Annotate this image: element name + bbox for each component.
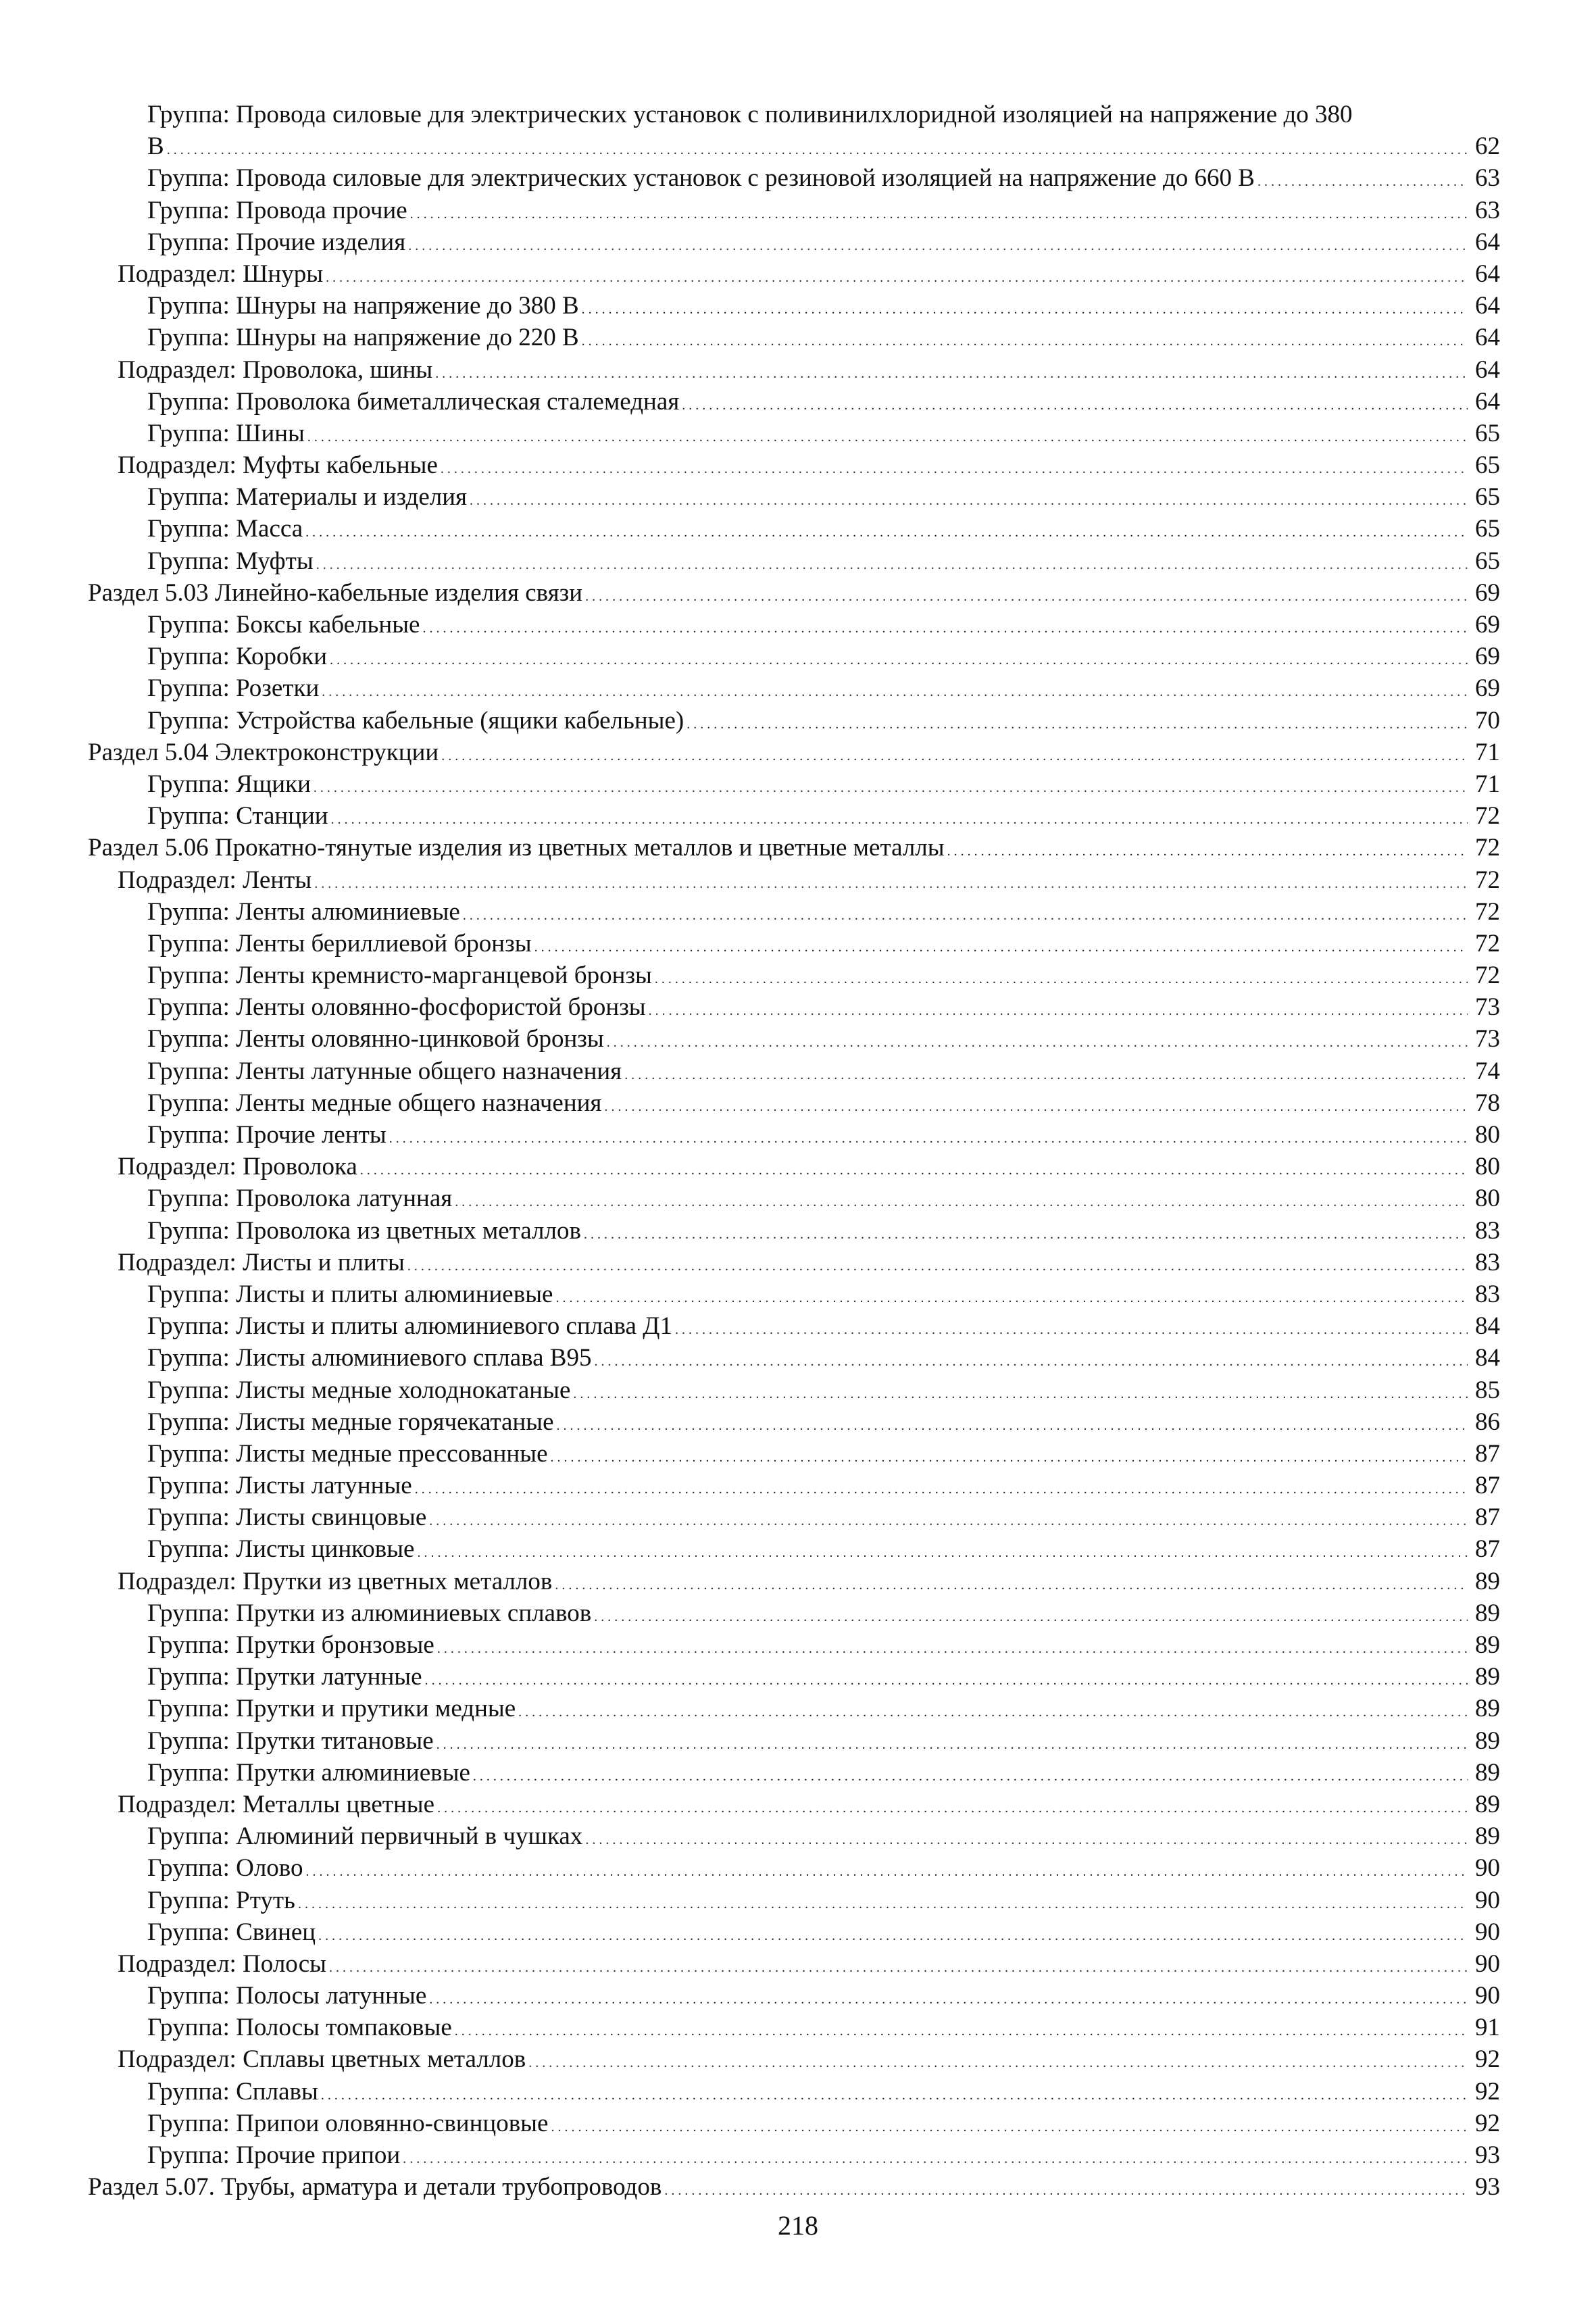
toc-entry-label: Группа: Листы свинцовые — [147, 1503, 427, 1532]
dot-leader — [167, 130, 1468, 166]
toc-entry-page: 89 — [1475, 1790, 1500, 1818]
toc-entry-label: Группа: Листы и плиты алюминиевого сплава Д1 — [147, 1312, 672, 1341]
toc-entry[interactable] — [88, 290, 1500, 322]
toc-entry-page: 72 — [1475, 929, 1500, 957]
toc-entry-label: Группа: Провода прочие — [147, 196, 407, 224]
toc-entry-page: 65 — [1475, 419, 1500, 447]
toc-entry-page: 89 — [1475, 1631, 1500, 1659]
table-of-contents — [88, 99, 1500, 2203]
toc-entry-page: 71 — [1475, 738, 1500, 766]
toc-entry-label: Группа: Ртуть — [147, 1886, 295, 1914]
toc-entry-label: Подраздел: Металлы цветные — [118, 1790, 435, 1818]
toc-entry[interactable] — [88, 513, 1500, 545]
toc-entry[interactable] — [88, 195, 1500, 226]
toc-entry-page: 89 — [1475, 1822, 1500, 1851]
toc-entry[interactable] — [88, 1183, 1500, 1214]
toc-entry-page: 73 — [1475, 993, 1500, 1022]
toc-entry[interactable] — [88, 896, 1500, 928]
toc-entry[interactable] — [88, 1087, 1500, 1119]
dot-leader — [305, 513, 1468, 549]
dot-leader — [437, 1629, 1468, 1665]
dot-leader — [441, 737, 1468, 772]
toc-entry-page: 83 — [1475, 1248, 1500, 1276]
toc-entry-page: 90 — [1475, 1982, 1500, 2010]
toc-entry-label: Группа: Ленты кремнисто-марганцевой бронзы — [147, 962, 652, 990]
dot-leader — [664, 2171, 1468, 2207]
toc-entry-page: 64 — [1475, 387, 1500, 416]
toc-entry-page: 72 — [1475, 962, 1500, 990]
toc-entry[interactable] — [88, 226, 1500, 258]
toc-entry-page: 92 — [1475, 2045, 1500, 2074]
toc-entry[interactable] — [88, 1470, 1500, 1501]
dot-leader — [298, 1885, 1468, 1920]
toc-entry-page: 87 — [1475, 1439, 1500, 1468]
toc-entry-label: Группа: Листы медные холоднокатаные — [147, 1376, 571, 1404]
dot-leader — [595, 1342, 1468, 1378]
toc-entry-page: 90 — [1475, 1918, 1500, 1946]
toc-entry[interactable] — [88, 2043, 1500, 2075]
toc-entry-label: Группа: Проволока из цветных металлов — [147, 1216, 581, 1245]
toc-entry[interactable] — [88, 991, 1500, 1023]
toc-entry-page: 78 — [1475, 1089, 1500, 1117]
toc-entry-page: 87 — [1475, 1535, 1500, 1564]
dot-leader — [437, 1725, 1468, 1761]
toc-entry-label: Раздел 5.07. Трубы, арматура и детали трубопроводов — [88, 2173, 662, 2201]
toc-entry-label: Группа: Прутки латунные — [147, 1663, 422, 1691]
toc-entry-label: Группа: Ленты латунные общего назначения — [147, 1057, 622, 1085]
toc-entry-page: 69 — [1475, 611, 1500, 639]
toc-entry[interactable] — [88, 577, 1500, 609]
toc-entry[interactable] — [88, 928, 1500, 960]
toc-entry[interactable] — [88, 1757, 1500, 1789]
toc-entry-label: Группа: Масса — [147, 515, 303, 543]
dot-leader — [435, 354, 1468, 390]
toc-entry[interactable] — [88, 1406, 1500, 1438]
dot-leader — [455, 2012, 1468, 2047]
toc-entry[interactable] — [88, 1438, 1500, 1470]
dot-leader — [407, 1247, 1468, 1283]
dot-leader — [318, 1916, 1468, 1952]
dot-leader — [1257, 162, 1468, 198]
toc-entry[interactable] — [88, 737, 1500, 768]
dot-leader — [408, 226, 1468, 262]
dot-leader — [330, 641, 1468, 676]
dot-leader — [675, 1310, 1468, 1346]
toc-entry-page: 89 — [1475, 1758, 1500, 1787]
dot-leader — [473, 1757, 1468, 1793]
toc-entry[interactable] — [88, 354, 1500, 386]
dot-leader — [582, 322, 1468, 357]
toc-entry[interactable] — [88, 258, 1500, 290]
toc-entry[interactable] — [88, 418, 1500, 449]
toc-entry[interactable] — [88, 641, 1500, 672]
toc-entry-page: 69 — [1475, 674, 1500, 703]
toc-entry-label: Группа: Устройства кабельные (ящики кабельные) — [147, 706, 684, 735]
toc-entry-page: 92 — [1475, 2109, 1500, 2137]
toc-entry-label: Группа: Полосы латунные — [147, 1982, 427, 2010]
page-number: 218 — [778, 2210, 818, 2241]
toc-entry-page: 80 — [1475, 1185, 1500, 1213]
toc-entry-label: Подраздел: Прутки из цветных металлов — [118, 1567, 553, 1595]
dot-leader — [555, 1566, 1468, 1601]
toc-entry-page: 73 — [1475, 1025, 1500, 1053]
dot-leader — [604, 1087, 1468, 1123]
toc-entry[interactable] — [88, 1916, 1500, 1948]
toc-entry-label: Подраздел: Сплавы цветных металлов — [118, 2045, 526, 2074]
toc-entry-page: 83 — [1475, 1280, 1500, 1308]
dot-leader — [306, 1852, 1468, 1888]
toc-entry-label: Группа: Провода силовые для электрических установок с резиновой изоляцией на напряжение до 660 В — [147, 164, 1255, 193]
toc-entry[interactable] — [88, 1693, 1500, 1724]
toc-entry[interactable] — [88, 545, 1500, 577]
toc-entry[interactable] — [88, 2012, 1500, 2043]
toc-entry[interactable] — [88, 705, 1500, 737]
toc-entry-page: 64 — [1475, 324, 1500, 352]
toc-entry[interactable] — [88, 1789, 1500, 1820]
toc-entry[interactable] — [88, 864, 1500, 896]
toc-entry-label: Группа: Прочие припои — [147, 2141, 401, 2169]
dot-leader — [329, 1948, 1468, 1984]
toc-entry-page: 69 — [1475, 643, 1500, 671]
dot-leader — [947, 832, 1468, 868]
toc-entry-page: 65 — [1475, 451, 1500, 480]
toc-entry-label: Группа: Боксы кабельные — [147, 611, 420, 639]
toc-entry[interactable] — [88, 1980, 1500, 2012]
toc-entry[interactable] — [88, 130, 1500, 162]
toc-entry-label: Группа: Ленты оловянно-цинковой бронзы — [147, 1025, 604, 1053]
dot-leader — [463, 896, 1468, 932]
toc-entry-page: 70 — [1475, 706, 1500, 735]
toc-entry-page: 72 — [1475, 834, 1500, 862]
toc-entry-label: Подраздел: Листы и плиты — [118, 1248, 405, 1276]
dot-leader — [307, 418, 1468, 453]
toc-entry-page: 90 — [1475, 1949, 1500, 1978]
toc-entry-page: 86 — [1475, 1408, 1500, 1436]
dot-leader — [403, 2139, 1468, 2175]
toc-entry[interactable] — [88, 2108, 1500, 2139]
dot-leader — [582, 290, 1468, 326]
toc-entry-label: Группа: Алюминий первичный в чушках — [147, 1822, 583, 1851]
toc-entry-page: 80 — [1475, 1121, 1500, 1149]
toc-entry[interactable] — [88, 800, 1500, 832]
dot-leader — [584, 1215, 1468, 1251]
toc-entry-page: 65 — [1475, 483, 1500, 512]
toc-entry-label: Раздел 5.03 Линейно-кабельные изделия связи — [88, 578, 583, 607]
toc-entry-page: 87 — [1475, 1503, 1500, 1532]
toc-entry-label: Подраздел: Полосы — [118, 1949, 326, 1978]
toc-entry[interactable] — [88, 1533, 1500, 1565]
toc-entry-page: 64 — [1475, 228, 1500, 256]
toc-entry[interactable] — [88, 322, 1500, 353]
dot-leader — [389, 1119, 1468, 1155]
toc-entry-page: 65 — [1475, 547, 1500, 575]
toc-entry-page: 91 — [1475, 2014, 1500, 2042]
toc-entry[interactable] — [88, 481, 1500, 513]
toc-entry[interactable] — [88, 1151, 1500, 1183]
dot-leader — [326, 258, 1468, 294]
toc-entry[interactable] — [88, 1885, 1500, 1916]
toc-entry-page: 63 — [1475, 196, 1500, 224]
toc-entry-page: 72 — [1475, 802, 1500, 830]
dot-leader — [422, 609, 1468, 645]
toc-entry-label: Группа: Коробки — [147, 643, 328, 671]
toc-entry-label: Группа: Прочие ленты — [147, 1121, 386, 1149]
toc-entry[interactable] — [88, 1820, 1500, 1852]
toc-entry-label: Группа: Муфты — [147, 547, 314, 575]
dot-leader — [470, 481, 1468, 517]
toc-entry-label: Группа: Розетки — [147, 674, 320, 703]
toc-entry-label: Группа: Ленты алюминиевые — [147, 897, 460, 926]
toc-entry-label: Группа: Листы латунные — [147, 1472, 412, 1500]
toc-entry[interactable] — [88, 768, 1500, 800]
toc-entry-page: 84 — [1475, 1344, 1500, 1372]
toc-entry[interactable] — [88, 1023, 1500, 1055]
toc-entry-label-line: Группа: Провода силовые для электрических установок с поливинилхлоридной изоляцией на напряжение до 380 — [147, 101, 1353, 128]
toc-entry-label: Группа: Листы медные прессованные — [147, 1439, 548, 1468]
toc-entry-page: 83 — [1475, 1216, 1500, 1245]
toc-entry-label: Группа: Проволока латунная — [147, 1185, 453, 1213]
toc-entry-page: 69 — [1475, 578, 1500, 607]
toc-entry-label: Группа: Листы медные горячекатаные — [147, 1408, 554, 1436]
toc-entry-page: 74 — [1475, 1057, 1500, 1085]
dot-leader — [415, 1470, 1468, 1505]
toc-entry[interactable] — [88, 449, 1500, 481]
toc-entry-page: 85 — [1475, 1376, 1500, 1404]
toc-entry-page: 72 — [1475, 897, 1500, 926]
dot-leader — [314, 864, 1468, 900]
toc-entry-label: Раздел 5.04 Электроконструкции — [88, 738, 439, 766]
dot-leader — [316, 545, 1468, 581]
toc-entry-label: В — [147, 132, 164, 161]
dot-leader — [322, 672, 1468, 708]
toc-entry-label: Группа: Листы цинковые — [147, 1535, 415, 1564]
toc-entry[interactable] — [88, 2139, 1500, 2171]
toc-entry-label: Подраздел: Ленты — [118, 866, 312, 894]
toc-entry-label: Группа: Прутки алюминиевые — [147, 1758, 470, 1787]
toc-entry-label: Группа: Прутки из алюминиевых сплавов — [147, 1599, 592, 1627]
dot-leader — [360, 1151, 1468, 1187]
toc-entry-label: Группа: Проволока биметаллическая сталемедная — [147, 387, 680, 416]
toc-entry-label: Группа: Листы и плиты алюминиевые — [147, 1280, 553, 1308]
dot-leader — [687, 705, 1468, 741]
toc-entry-label: Группа: Прочие изделия — [147, 228, 406, 256]
toc-entry-label: Группа: Ленты бериллиевой бронзы — [147, 929, 532, 957]
toc-entry-page: 90 — [1475, 1854, 1500, 1883]
dot-leader — [441, 449, 1468, 485]
toc-entry-label: Группа: Ленты медные общего назначения — [147, 1089, 602, 1117]
toc-entry[interactable] — [88, 1342, 1500, 1374]
toc-entry[interactable] — [88, 1852, 1500, 1884]
toc-entry[interactable] — [88, 2076, 1500, 2108]
toc-entry[interactable] — [88, 1247, 1500, 1278]
toc-entry-label: Группа: Шнуры на напряжение до 380 В — [147, 292, 579, 320]
dot-leader — [557, 1406, 1468, 1442]
toc-entry-label: Группа: Материалы и изделия — [147, 483, 468, 512]
toc-entry-label: Группа: Листы алюминиевого сплава В95 — [147, 1344, 592, 1372]
toc-entry-label: Группа: Шины — [147, 419, 305, 447]
toc-entry-page: 63 — [1475, 164, 1500, 193]
toc-entry[interactable] — [88, 1215, 1500, 1247]
dot-leader — [455, 1183, 1468, 1218]
dot-leader — [551, 2108, 1468, 2143]
dot-leader — [534, 928, 1468, 964]
toc-entry-label: Группа: Станции — [147, 802, 328, 830]
dot-leader — [429, 1501, 1468, 1537]
toc-entry[interactable] — [88, 1119, 1500, 1151]
toc-entry-page: 89 — [1475, 1695, 1500, 1723]
dot-leader — [573, 1374, 1468, 1410]
dot-leader — [649, 991, 1468, 1027]
toc-entry[interactable] — [88, 386, 1500, 418]
dot-leader — [682, 386, 1468, 422]
toc-entry[interactable] — [88, 1661, 1500, 1693]
toc-entry-page: 93 — [1475, 2173, 1500, 2201]
toc-entry-page: 90 — [1475, 1886, 1500, 1914]
toc-entry-page: 89 — [1475, 1599, 1500, 1627]
dot-leader — [555, 1278, 1468, 1314]
toc-entry-page: 62 — [1475, 132, 1500, 161]
dot-leader — [410, 195, 1468, 230]
toc-entry[interactable] — [88, 1374, 1500, 1406]
dot-leader — [528, 2043, 1468, 2079]
toc-entry-page: 72 — [1475, 866, 1500, 894]
dot-leader — [585, 577, 1468, 613]
toc-entry[interactable] — [88, 832, 1500, 864]
toc-entry[interactable] — [88, 609, 1500, 641]
toc-entry[interactable] — [88, 1948, 1500, 1980]
toc-entry-label: Группа: Ленты оловянно-фосфористой бронзы — [147, 993, 646, 1022]
toc-entry-page: 89 — [1475, 1663, 1500, 1691]
dot-leader — [429, 1980, 1468, 2016]
toc-entry-label: Подраздел: Проволока, шины — [118, 355, 433, 384]
toc-entry-label: Группа: Прутки титановые — [147, 1726, 434, 1755]
toc-entry-label: Подраздел: Шнуры — [118, 259, 324, 288]
toc-entry[interactable] — [88, 960, 1500, 991]
toc-entry-label: Группа: Полосы томпаковые — [147, 2014, 452, 2042]
toc-entry-page: 71 — [1475, 770, 1500, 798]
toc-entry-label: Группа: Ящики — [147, 770, 311, 798]
dot-leader — [585, 1820, 1468, 1856]
toc-entry-page: 87 — [1475, 1472, 1500, 1500]
toc-entry-label: Группа: Прутки бронзовые — [147, 1631, 434, 1659]
toc-entry-page: 89 — [1475, 1726, 1500, 1755]
dot-leader — [655, 960, 1468, 995]
toc-entry[interactable] — [88, 1278, 1500, 1310]
toc-entry-page: 64 — [1475, 292, 1500, 320]
toc-entry-page: 80 — [1475, 1153, 1500, 1181]
toc-entry[interactable] — [88, 1310, 1500, 1342]
dot-leader — [624, 1055, 1468, 1091]
toc-entry-label: Группа: Сплавы — [147, 2077, 318, 2106]
toc-entry[interactable] — [88, 1055, 1500, 1087]
toc-entry-page: 93 — [1475, 2141, 1500, 2169]
toc-entry-page: 92 — [1475, 2077, 1500, 2106]
toc-entry-page: 84 — [1475, 1312, 1500, 1341]
toc-entry-label: Группа: Олово — [147, 1854, 303, 1883]
toc-entry-label: Раздел 5.06 Прокатно-тянутые изделия из цветных металлов и цветные металлы — [88, 834, 945, 862]
toc-entry[interactable] — [88, 1566, 1500, 1597]
toc-entry[interactable] — [88, 672, 1500, 704]
toc-entry-page: 89 — [1475, 1567, 1500, 1595]
toc-entry-label: Группа: Шнуры на напряжение до 220 В — [147, 324, 579, 352]
dot-leader — [331, 800, 1468, 836]
toc-entry-label: Группа: Припои оловянно-свинцовые — [147, 2109, 549, 2137]
toc-entry-label: Группа: Прутки и прутики медные — [147, 1695, 516, 1723]
toc-entry-label: Группа: Свинец — [147, 1918, 316, 1946]
toc-entry[interactable] — [88, 2171, 1500, 2203]
toc-entry[interactable] — [88, 162, 1500, 194]
toc-entry[interactable] — [88, 1501, 1500, 1533]
dot-leader — [417, 1533, 1468, 1569]
toc-entry-page: 64 — [1475, 259, 1500, 288]
dot-leader — [594, 1597, 1468, 1633]
toc-entry[interactable] — [88, 1629, 1500, 1661]
dot-leader — [437, 1789, 1468, 1824]
dot-leader — [551, 1438, 1468, 1474]
dot-leader — [607, 1023, 1468, 1059]
dot-leader — [518, 1693, 1468, 1728]
toc-entry-label: Подраздел: Муфты кабельные — [118, 451, 438, 480]
toc-entry-page: 64 — [1475, 355, 1500, 384]
dot-leader — [314, 768, 1468, 804]
toc-entry[interactable] — [88, 1597, 1500, 1629]
dot-leader — [321, 2076, 1468, 2112]
dot-leader — [425, 1661, 1468, 1697]
toc-entry[interactable] — [88, 1725, 1500, 1757]
toc-entry-label: Подраздел: Проволока — [118, 1153, 357, 1181]
toc-entry-page: 65 — [1475, 515, 1500, 543]
